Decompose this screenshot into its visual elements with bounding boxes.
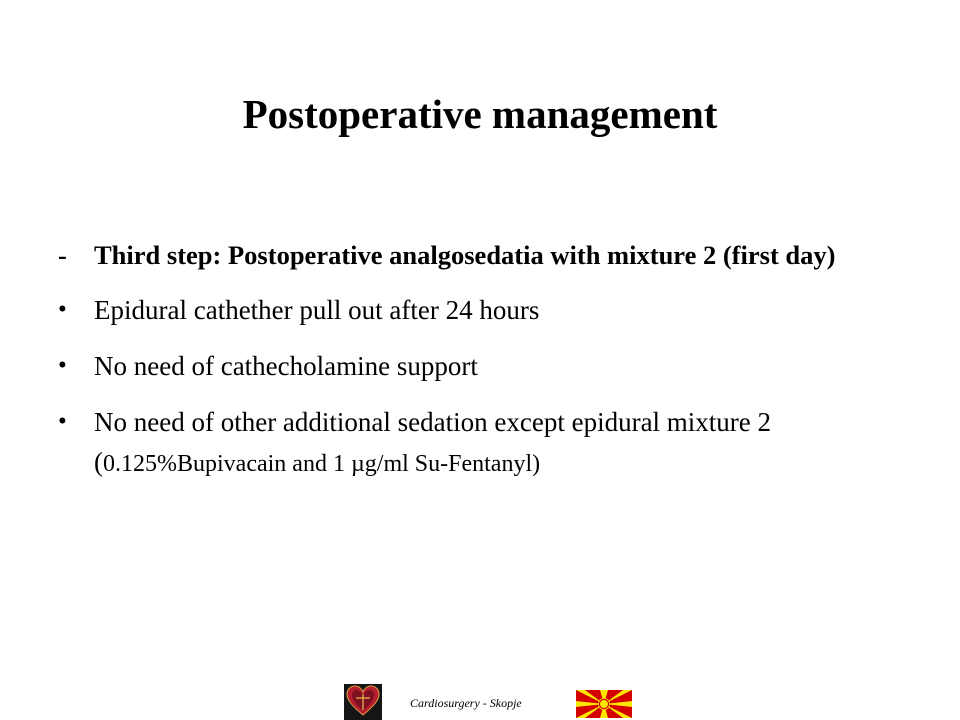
dash-marker: - bbox=[58, 240, 67, 270]
bullet-icon: • bbox=[58, 352, 67, 379]
bullet-item-2 bbox=[58, 346, 898, 386]
slide-title: Postoperative management bbox=[242, 91, 718, 137]
bullet-icon: • bbox=[58, 296, 67, 323]
footer bbox=[0, 684, 960, 720]
bullet-item-3 bbox=[58, 402, 898, 484]
slide-content bbox=[58, 236, 898, 500]
footer-caption: Cardiosurgery - Skopje bbox=[410, 696, 522, 710]
bullet-text-1: Epidural cathether pull out after 24 hours bbox=[94, 295, 540, 325]
bullet-item-1 bbox=[58, 290, 898, 330]
bullet-text-3-part1: No need of other additional sedation except epidural mixture 2 ( bbox=[94, 407, 772, 477]
bullet-text-2: No need of cathecholamine support bbox=[94, 351, 478, 381]
bullet-text-3 bbox=[94, 402, 898, 484]
bullet-text-3-part2: 0.125%Bupivacain and 1 µg/ml Su-Fentanyl) bbox=[103, 451, 541, 477]
macedonia-flag-icon bbox=[576, 690, 632, 718]
heart-logo-icon bbox=[344, 684, 382, 720]
step-item bbox=[58, 236, 898, 274]
bullet-icon: • bbox=[58, 408, 67, 435]
step-text: Third step: Postoperative analgosedatia with mixture 2 (first day) bbox=[94, 240, 836, 270]
